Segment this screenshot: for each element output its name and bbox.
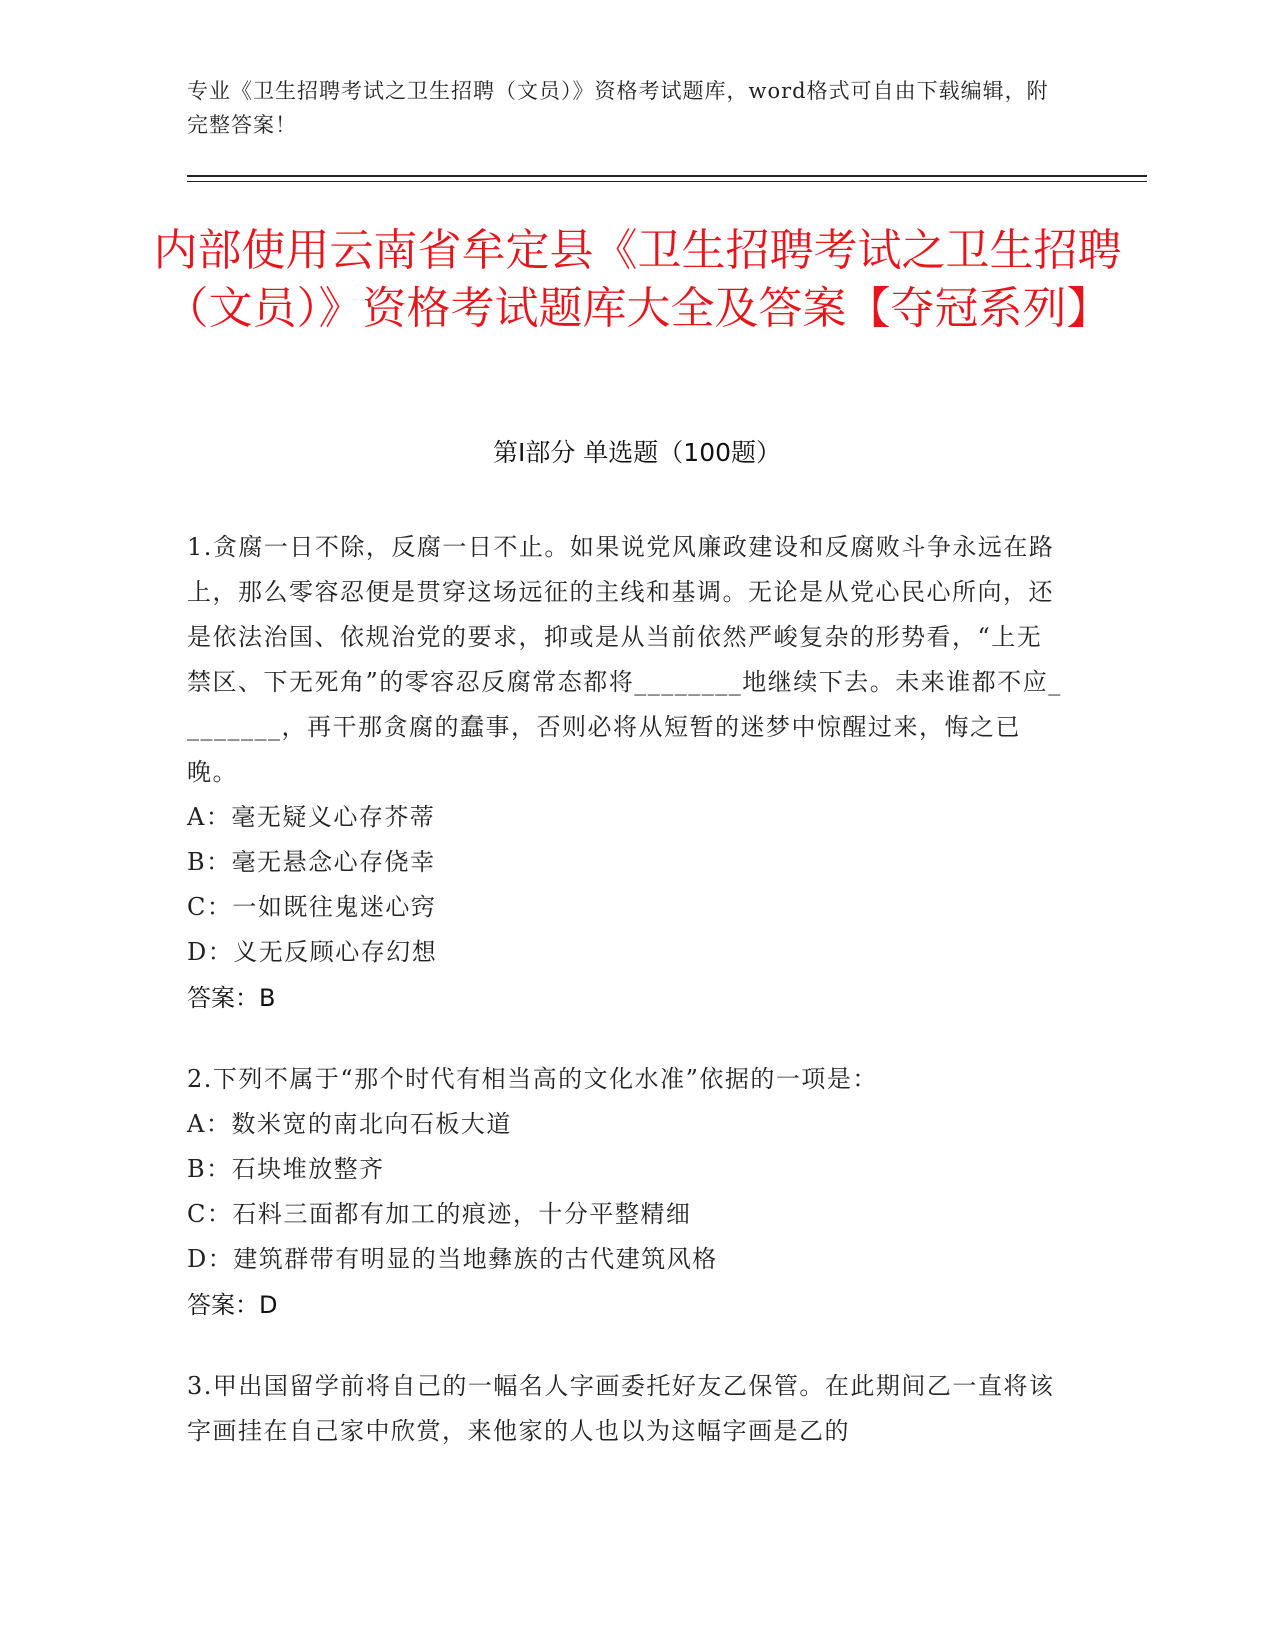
question-3 [187,1364,1067,1454]
header-rule-thick [187,175,1147,177]
question-list [187,525,1067,1490]
header-rule-thin [187,181,1147,182]
option-a: A：数米宽的南北向石板大道 [187,1110,512,1138]
question-stem: 1.贪腐一日不除，反腐一日不止。如果说党风廉政建设和反腐败斗争永远在路上，那么零容忍便是贯穿这场远征的主线和基调。无论是从党心民心所向，还是依法治国、依规治党的要求，抑或是从当前依然严峻复杂的形势看，“上无禁区、下无死角”的零容忍反腐常态都将________地继续下去。未来谁都不应________，再干那贪腐的蠢事，否则必将从短暂的迷梦中惊醒过来，悔之已晚。 [187,533,1062,786]
option-d: D：建筑群带有明显的当地彝族的古代建筑风格 [187,1245,718,1273]
header-note: 专业《卫生招聘考试之卫生招聘（文员）》资格考试题库，word格式可自由下载编辑，附完整答案！ [187,79,1049,137]
option-c: C：一如既往鬼迷心窍 [187,893,437,921]
option-a: A：毫无疑义心存芥蒂 [187,803,436,831]
answer-line: 答案：B [187,984,276,1012]
answer-line: 答案：D [187,1291,278,1319]
option-c: C：石料三面都有加工的痕迹，十分平整精细 [187,1200,692,1228]
option-b: B：毫无悬念心存侥幸 [187,848,436,876]
question-1 [187,525,1067,1021]
option-b: B：石块堆放整齐 [187,1155,385,1183]
option-d: D：义无反顾心存幻想 [187,938,438,966]
question-2 [187,1057,1067,1328]
question-stem: 2.下列不属于“那个时代有相当高的文化水准”依据的一项是： [187,1065,878,1093]
question-stem: 3.甲出国留学前将自己的一幅名人字画委托好友乙保管。在此期间乙一直将该字画挂在自己家中欣赏，来他家的人也以为这幅字画是乙的 [187,1372,1055,1445]
section-heading: 第Ⅰ部分 单选题（100题） [492,438,782,467]
document-title: 内部使用云南省牟定县《卫生招聘考试之卫生招聘（文员）》资格考试题库大全及答案【夺冠系列】 [153,225,1122,334]
